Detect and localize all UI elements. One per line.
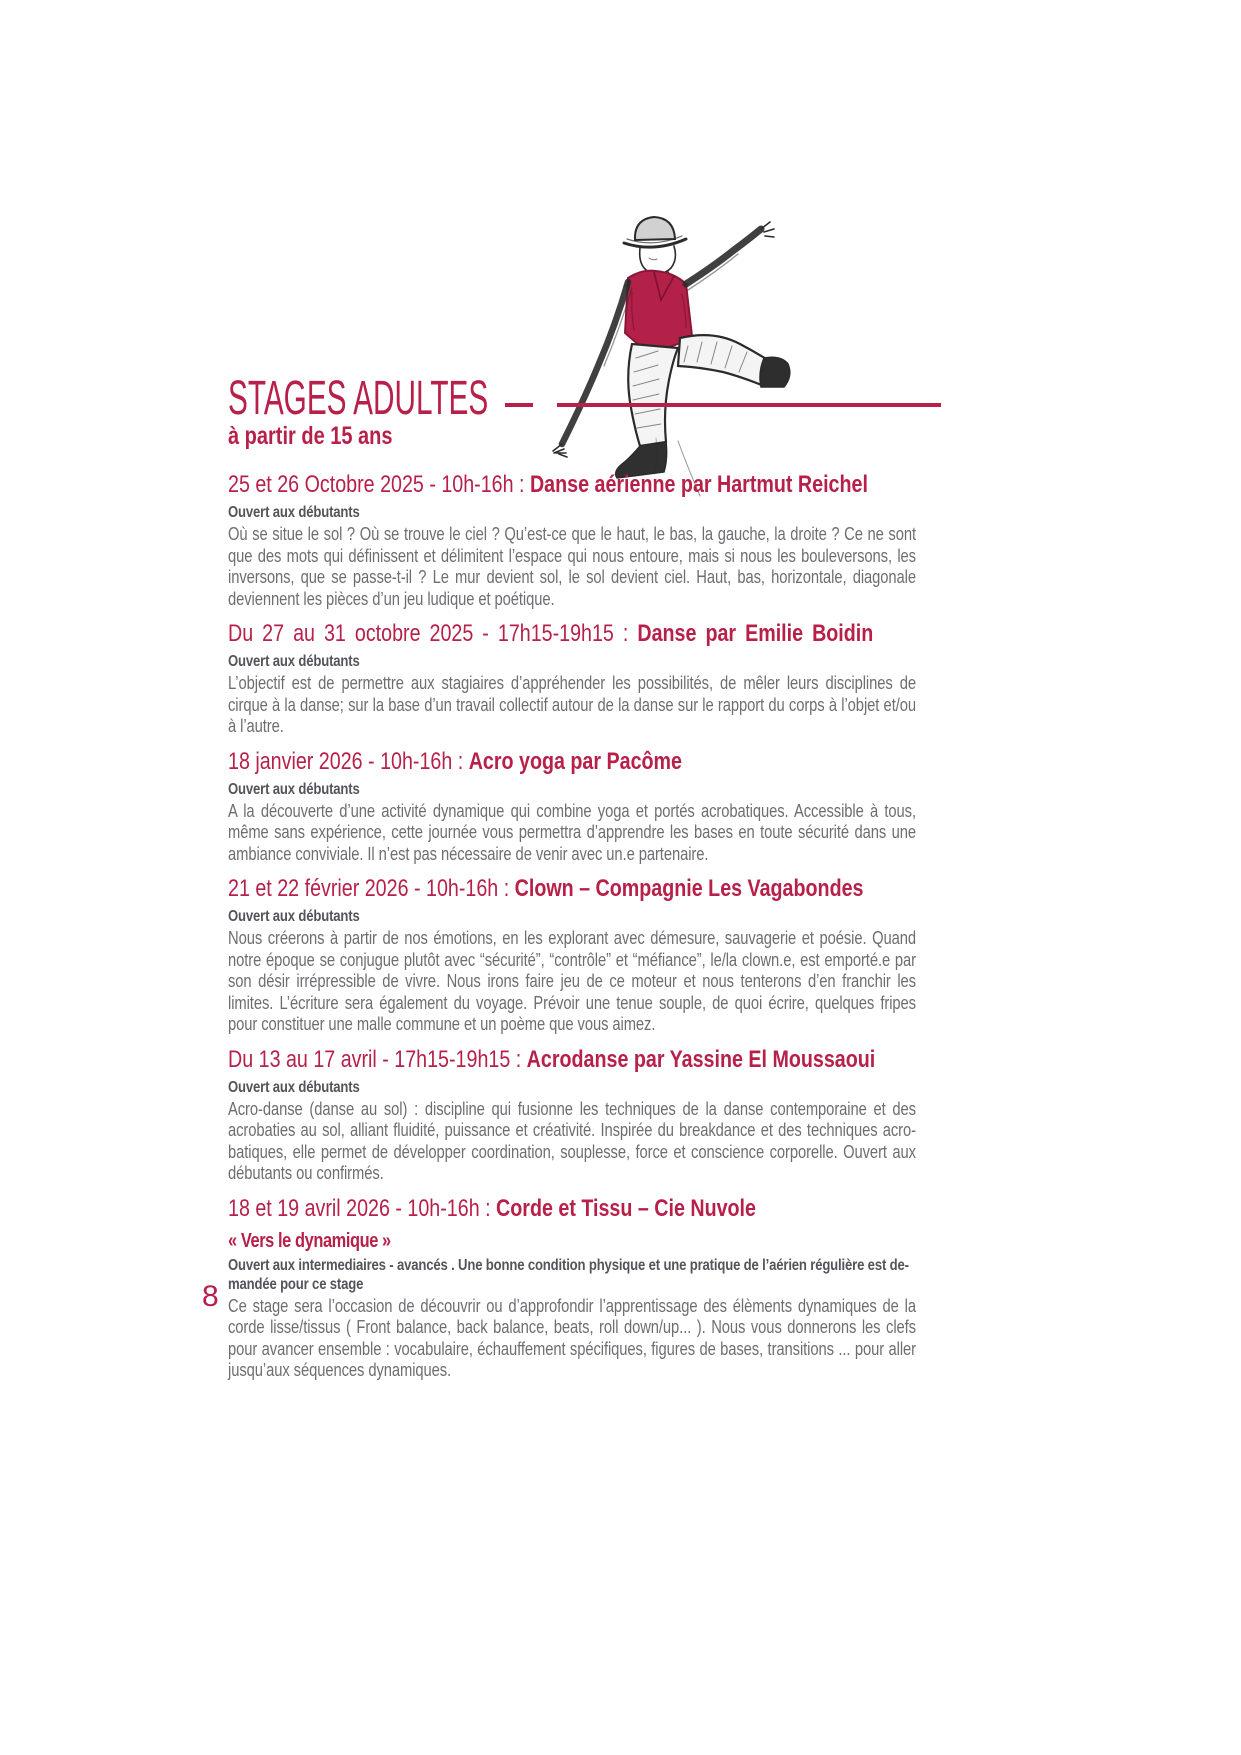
workshop-level: Ouvert aux intermediaires - avancés . Une bonne condition physique et une pratique de l’aérien régulière est de-mandée pour ce stage [228, 1256, 909, 1293]
workshop-level: Ouvert aux débutants [228, 908, 360, 925]
workshop-description: A la découverte d’une activité dynamique qui combine yoga et portés acrobatiques. Accessible à tous, même sans expérience, cette journée vous permettra d’apprendre les bases en toute sécurité dans une ambiance conviviale. Il n’est pas nécessaire de venir avec un.e partenaire. [228, 800, 916, 864]
page-number: 8 [202, 1280, 219, 1313]
dancer-illustration [528, 206, 818, 506]
workshop-heading [228, 1194, 916, 1227]
workshop-heading [228, 747, 916, 780]
title-rule [557, 403, 941, 407]
workshop-description: Acro-danse (danse au sol) : discipline qui fusionne les techniques de la danse contemporaine et des acrobaties au sol, alliant fluidité, puissance et créativité. Inspirée du breakdance et des techniques acro-batiques, elle permet de développer coordination, souplesse, force et conscience corporelle. Ouvert aux débutants ou confirmés. [228, 1098, 916, 1183]
workshop-section [228, 619, 916, 738]
workshop-name: Danse aérienne par Hartmut Reichel [529, 471, 868, 498]
workshop-description: L’objectif est de permettre aux stagiaires d’appréhender les possibilités, de mêler leurs disciplines de cirque à la danse; sur la base d’un travail collectif autour de la danse sur le rapport du corps à l’objet et/ou à l’autre. [228, 673, 916, 736]
workshop-subheading: « Vers le dynamique » [228, 1229, 391, 1252]
workshop-description: Nous créerons à partir de nos émotions, en les explorant avec démesure, sauvagerie et poésie. Quand notre époque se conjugue plutôt avec “sécurité”, “contrôle” et “méfiance”, le/la clown.e, est emporté.e par son désir irrépressible de vivre. Nous irons faire jeu de ce moteur et nous tenterons d’en franchir les limites. L’écriture sera également du voyage. Prévoir une tenue souple, de quoi écrire, quelques fripes pour constituer une malle commune et un poème que vous aimez. [228, 928, 916, 1034]
workshop-name: Corde et Tissu – Cie Nuvole [496, 1194, 756, 1222]
page-subtitle: à partir de 15 ans [228, 422, 393, 450]
workshop-description: Où se situe le sol ? Où se trouve le ciel ? Qu’est-ce que le haut, le bas, la gauche, la droite ? Ce ne sont que des mots qui définissent et délimitent l’espace qui nous entoure, mais si nous les bouleversons, les inversons, que se passe-t-il ? Le mur devient sol, le sol devient ciel. Haut, bas, horizontale, diagonale deviennent les pièces d’un jeu ludique et poétique. [228, 524, 916, 609]
workshop-level: Ouvert aux débutants [228, 504, 360, 521]
workshop-level: Ouvert aux débutants [228, 653, 360, 670]
workshop-heading [228, 619, 916, 652]
workshop-section [228, 1045, 916, 1185]
workshop-section [228, 470, 916, 610]
workshop-date: Du 27 au 31 octobre 2025 - 17h15-19h15 : [228, 620, 638, 647]
workshop-section [228, 874, 916, 1036]
workshop-date: Du 13 au 17 avril - 17h15-19h15 : [228, 1045, 527, 1073]
workshop-heading [228, 874, 916, 907]
workshop-level: Ouvert aux débutants [228, 780, 360, 798]
workshop-heading [228, 1045, 916, 1078]
workshop-date: 25 et 26 Octobre 2025 - 10h-16h : [228, 471, 530, 498]
workshop-subheading-row [228, 1227, 916, 1256]
workshop-date: 18 janvier 2026 - 10h-16h : [228, 747, 469, 775]
page-title: STAGES ADULTES [228, 372, 489, 425]
workshop-name: Danse par Emilie Boidin [637, 620, 874, 647]
workshop-name: Clown – Compagnie Les Vagabondes [514, 875, 864, 902]
workshop-description: Ce stage sera l’occasion de découvrir ou d’approfondir l’apprentissage des élèments dynamiques de la corde lisse/tissus ( Front balance, back balance, beats, roll down/up... ). Nous vous donnerons les clefs pour avancer ensemble : vocabulaire, échauffement spécifiques, figures de bases, transitions ... pour aller jusqu’aux séquences dynamiques. [228, 1295, 916, 1380]
workshop-date: 18 et 19 avril 2026 - 10h-16h : [228, 1194, 497, 1222]
workshop-section [228, 747, 916, 866]
workshop-section [228, 1194, 916, 1382]
workshop-name: Acro yoga par Pacôme [468, 747, 682, 775]
title-rule-dash [505, 403, 533, 407]
workshop-date: 21 et 22 février 2026 - 10h-16h : [228, 875, 515, 902]
workshop-level: Ouvert aux débutants [228, 1078, 360, 1096]
workshop-name: Acrodanse par Yassine El Moussaoui [526, 1045, 876, 1073]
workshop-heading [228, 470, 916, 503]
workshop-list [228, 470, 916, 1391]
